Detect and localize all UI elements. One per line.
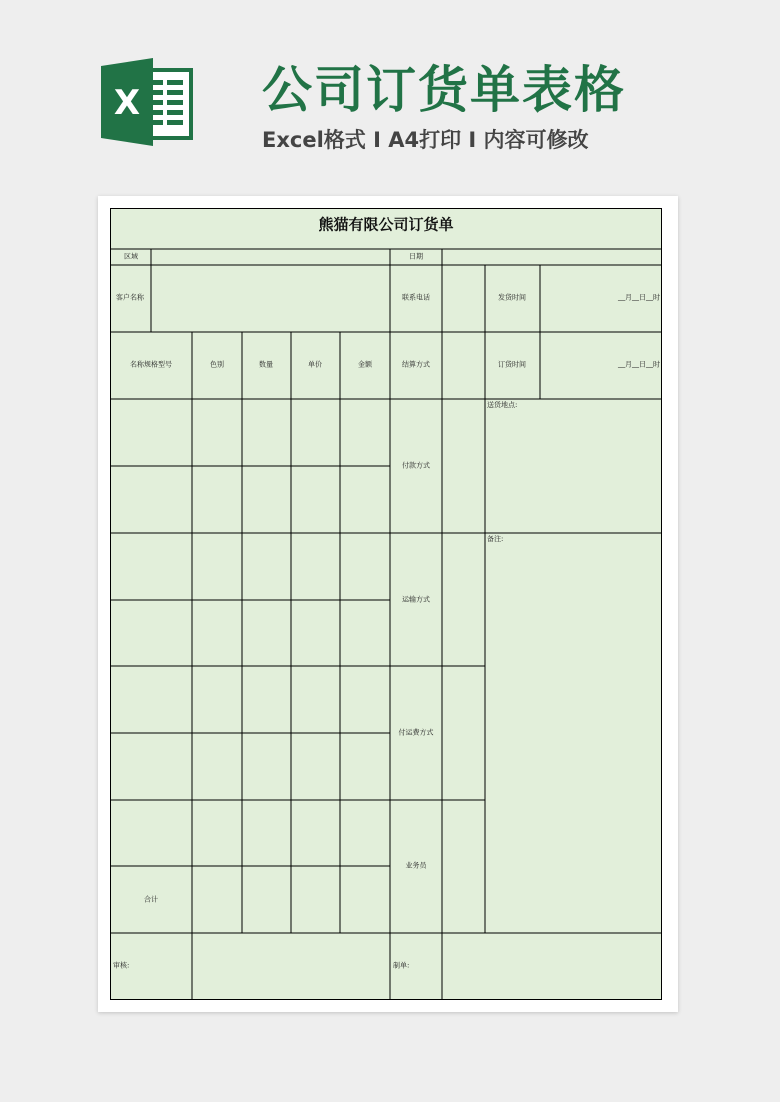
- page-title: 公司订货单表格: [262, 61, 626, 119]
- total-label: 合计: [144, 895, 158, 904]
- transport-label: 运输方式: [402, 595, 430, 604]
- salesman-label: 业务员: [405, 861, 427, 870]
- logo-letter: X: [113, 83, 141, 123]
- order-form: [110, 208, 662, 1000]
- reviewer-label: 审核:: [113, 961, 130, 970]
- order-time-label: 订货时间: [498, 360, 526, 369]
- delivery-place-label: 送货地点:: [487, 401, 518, 409]
- excel-logo-icon: [101, 58, 197, 146]
- unit-price-header: 单价: [308, 360, 322, 369]
- page-subtitle: Excel格式 I A4打印 I 内容可修改: [262, 128, 589, 152]
- customer-name-label: 客户名称: [116, 293, 144, 302]
- order-time-blank: __月__日__时: [618, 360, 660, 369]
- date-label: 日期: [409, 252, 423, 261]
- contact-phone-label: 联系电话: [402, 293, 430, 302]
- ship-time-blank: __月__日__时: [618, 293, 660, 302]
- form-grid: [110, 208, 662, 1000]
- form-title: 熊猫有限公司订货单: [318, 215, 454, 234]
- document-sheet: [98, 196, 678, 1012]
- preparer-label: 制单:: [393, 961, 410, 970]
- amount-header: 金额: [358, 360, 372, 369]
- page-header: [0, 0, 780, 180]
- ship-time-label: 发货时间: [498, 293, 526, 302]
- quantity-header: 数量: [259, 360, 273, 369]
- item-spec-header: 名称规格型号: [130, 360, 172, 369]
- settlement-label: 结算方式: [402, 360, 430, 369]
- remarks-label: 备注:: [487, 535, 504, 543]
- region-label: 区域: [124, 252, 138, 261]
- color-header: 色别: [210, 360, 224, 369]
- payment-label: 付款方式: [402, 461, 430, 470]
- freight-payment-label: 付运费方式: [398, 728, 434, 737]
